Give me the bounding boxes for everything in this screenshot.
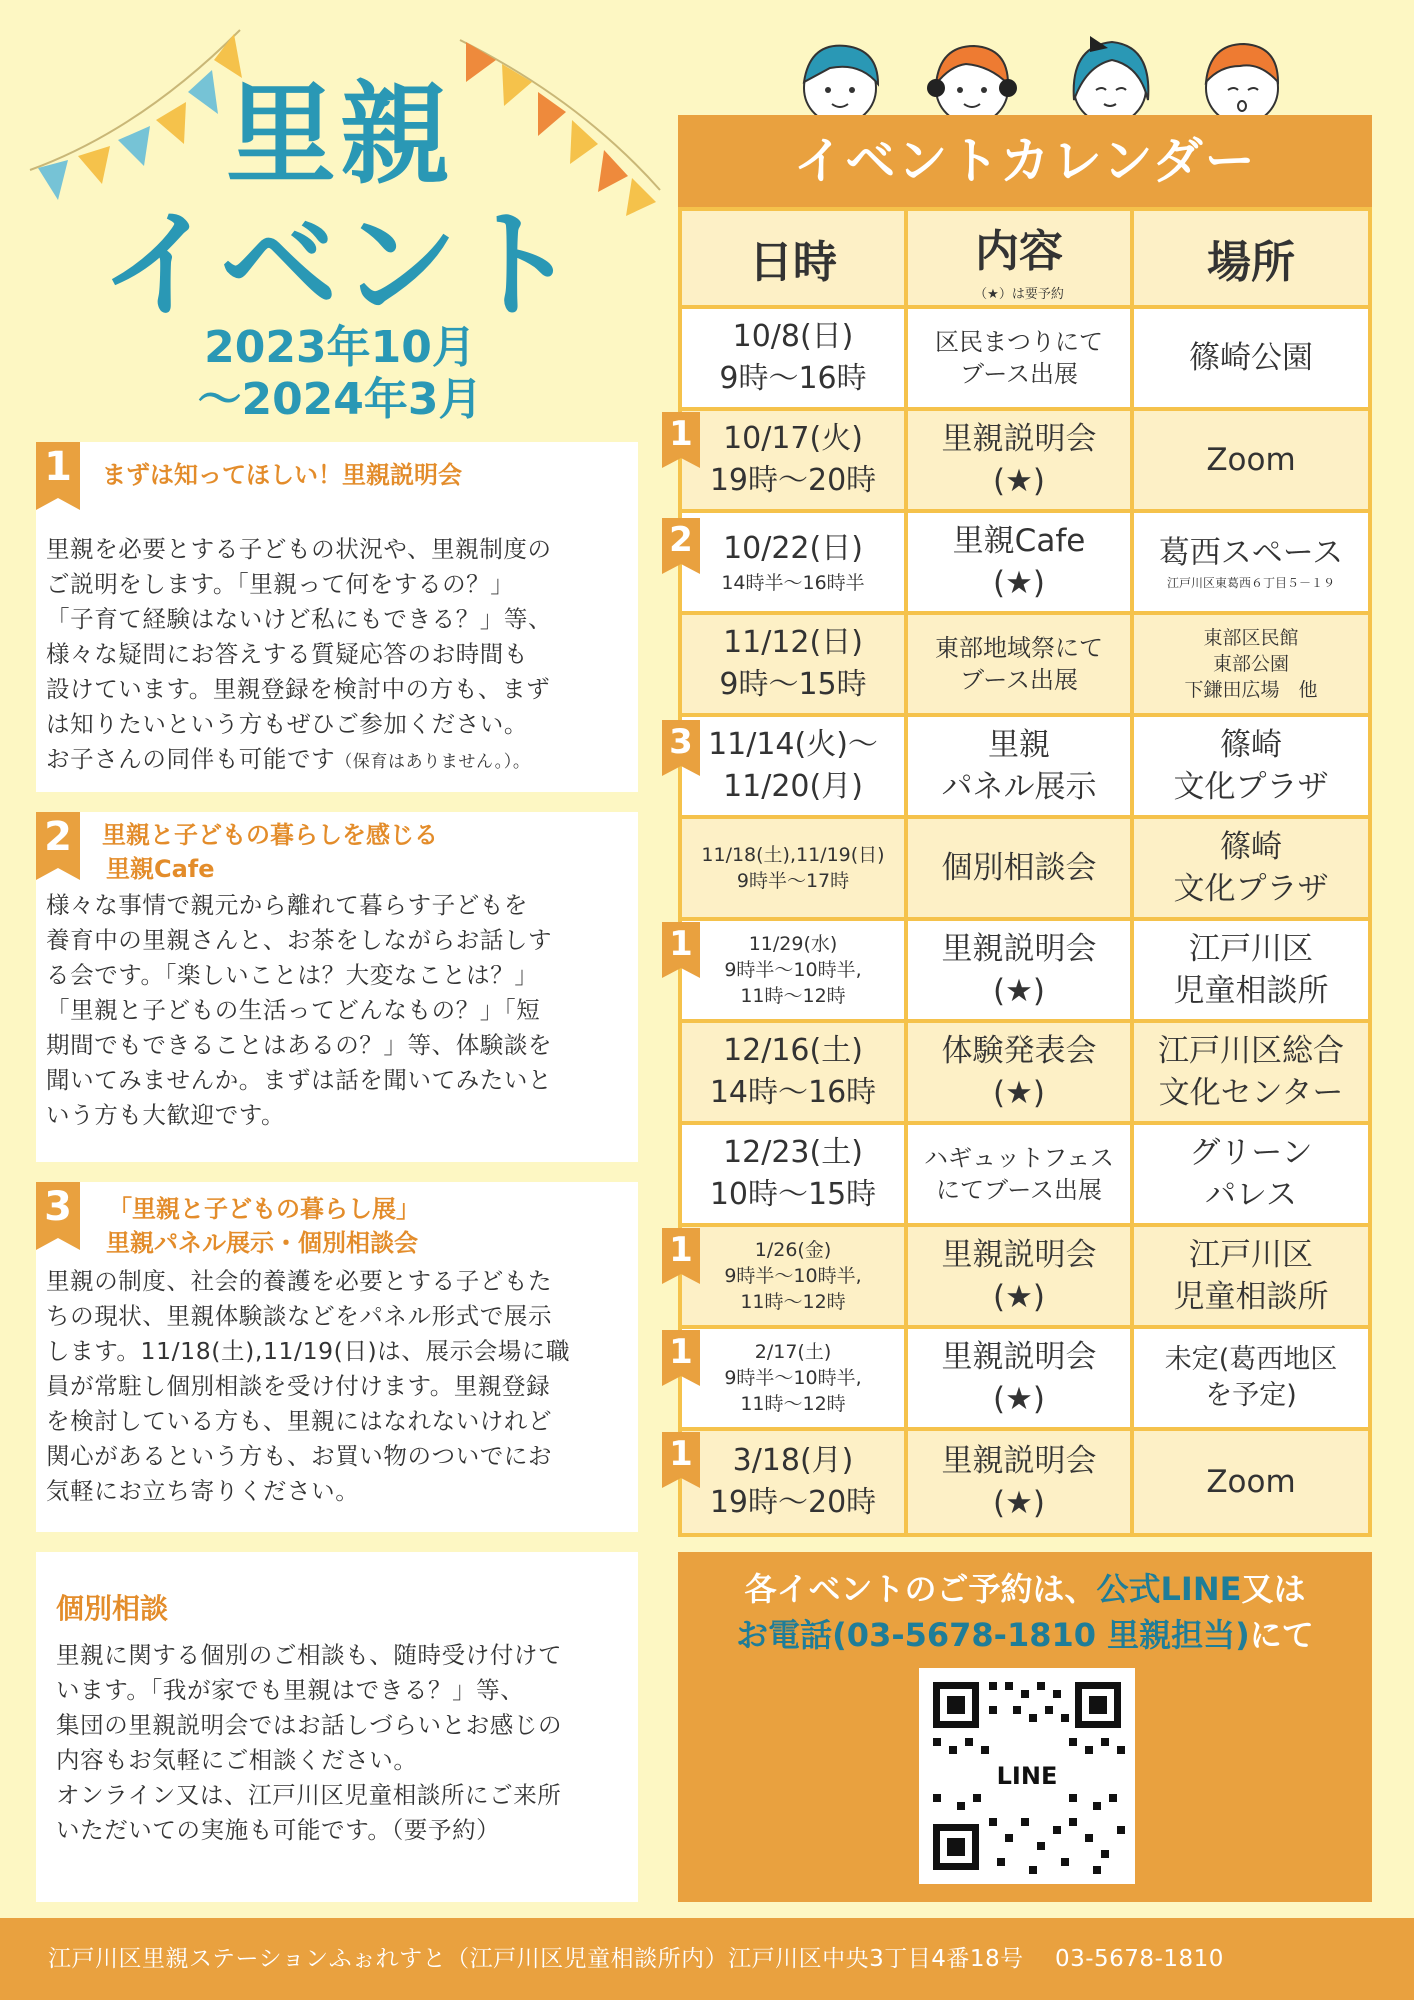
time-line: 11時～12時 [740,1291,846,1313]
line-official-link[interactable]: 公式LINE [1096,1570,1242,1608]
content-line: (★) [993,1485,1045,1521]
col-content-note: （★）は要予約 [974,286,1064,302]
reservation-text [678,1566,1372,1658]
calendar-tag: 3 [662,720,700,766]
consult-panel [36,1552,638,1902]
time-line: 9時半～10時半, [724,1367,862,1389]
place-line: 江戸川区 [1189,931,1313,967]
row-date [682,717,908,815]
date-line: 11/18(土),11/19(日) [701,844,885,866]
body-line: 様々な疑問にお答えする質疑応答のお時間も [46,640,528,668]
place-line: 文化プラザ [1173,871,1329,907]
row-date [682,1023,908,1121]
date-line: 11/20(月) [723,769,863,804]
row-place [1134,615,1368,713]
date-line: 10/8(日) [732,319,854,354]
period-line-1: 2023年10月 [204,322,476,373]
phone-number[interactable]: お電話(03-5678-1810 里親担当) [736,1616,1250,1654]
content-line: (★) [993,1279,1045,1315]
body-line: します。11/18(土),11/19(日)は、展示会場に職 [46,1337,571,1365]
calendar-tag: 2 [662,518,700,564]
section-2-heading [102,818,438,886]
row-content [908,819,1134,917]
col-place-header: 場所 [1134,211,1368,305]
body-line: 気軽にお立ち寄りください。 [46,1477,360,1505]
period-line-2: ～2024年3月 [197,374,483,425]
section-1-number: 1 [36,442,80,498]
section-3-panel [36,1182,638,1532]
body-line: 期間でもできることはあるの？」等、体験談を [46,1031,553,1059]
body-line [46,742,626,780]
reservation-line-1 [678,1566,1372,1612]
section-3-heading-2: 里親パネル展示・個別相談会 [106,1229,418,1257]
body-line: る会です。「楽しいことは？大変なことは？」 [46,961,539,989]
row-content [908,717,1134,815]
row-content [908,921,1134,1019]
body-line: は知りたいという方もぜひご参加ください。 [46,710,528,738]
place-line: 東部公園 [1212,653,1289,675]
place-line: 葛西スペース [1158,535,1344,571]
section-2-heading-2: 里親Cafe [106,855,215,883]
place-line: 東部区民館 [1203,627,1299,649]
reservation-line-2 [678,1612,1372,1658]
row-date [682,615,908,713]
row-place [1134,1227,1368,1325]
row-place [1134,1329,1368,1427]
row-place [1134,513,1368,611]
place-line: Zoom [1206,1464,1296,1500]
body-line: 設けています。里親登録を検討中の方も、まず [46,675,551,703]
title-line-2: イベント [99,196,580,334]
children-illustration [790,26,1310,126]
table-row [682,921,1368,1023]
body-line: いただいての実施も可能です。（要予約） [56,1816,501,1844]
row-date [682,1227,908,1325]
body-line: 里親を必要とする子どもの状況や、里親制度の [46,535,552,563]
row-place [1134,921,1368,1019]
table-row [682,513,1368,615]
row-date [682,1431,908,1533]
place-line: 児童相談所 [1173,973,1329,1009]
date-line: 11/14(火)～ [708,727,878,762]
table-row [682,1227,1368,1329]
row-place [1134,819,1368,917]
body-line: 聞いてみませんか。まずは話を聞いてみたいと [46,1066,553,1094]
event-calendar-table [678,207,1372,1537]
time-line: 9時半～10時半, [724,1265,862,1287]
section-2-body [46,888,626,1133]
table-row [682,819,1368,921]
content-line: 体験発表会 [941,1033,1097,1069]
time-line: 14時～16時 [709,1075,877,1110]
place-line: 下鎌田広場 他 [1184,679,1318,701]
date-line: 12/23(土) [723,1135,863,1170]
time-line: 11時～12時 [740,985,846,1007]
table-row [682,1023,1368,1125]
body-line: 様々な事情で親元から離れて暮らす子どもを [46,891,528,919]
row-date [682,513,908,611]
content-line: ハギュットフェス [923,1144,1115,1172]
place-line: 江戸川区 [1189,1237,1313,1273]
content-line: 里親Cafe [952,523,1086,559]
row-content [908,1125,1134,1223]
section-3-body [46,1264,626,1509]
calendar-title: イベントカレンダー [678,115,1372,207]
place-line: 未定(葛西地区 [1164,1344,1338,1375]
date-line: 10/22(日) [723,531,863,566]
body-last: お子さんの同伴も可能です [46,745,336,773]
section-3-heading-1: 「里親と子どもの暮らし展」 [108,1195,420,1223]
content-line: ブース出展 [959,360,1079,388]
date-line: 1/26(金) [754,1239,832,1261]
content-line: パネル展示 [941,769,1097,805]
date-line: 10/17(火) [723,421,863,456]
section-2-heading-1: 里親と子どもの暮らしを感じる [102,821,438,849]
section-1-panel [36,442,638,792]
place-note: 江戸川区東葛西６丁目５－１９ [1166,576,1335,590]
date-line: 3/18(月) [732,1443,854,1478]
row-content [908,1227,1134,1325]
row-content [908,1023,1134,1121]
row-place [1134,717,1368,815]
place-line: 江戸川区総合 [1158,1033,1344,1069]
row-content [908,1431,1134,1533]
content-line: ブース出展 [959,666,1079,694]
row-date [682,819,908,917]
calendar-tag: 1 [662,1432,700,1478]
calendar-tag: 1 [662,1228,700,1274]
content-line: 里親説明会 [941,1237,1097,1273]
section-2-number: 2 [36,812,80,868]
time-line: 9時半～10時半, [724,959,862,981]
body-line: ちの現状、里親体験談などをパネル形式で展示 [46,1302,553,1330]
content-line: (★) [993,463,1045,499]
body-line: います。「我が家でも里親はできる？」等、 [56,1676,525,1704]
place-line: 文化プラザ [1173,769,1329,805]
body-line: 関心があるという方も、お買い物のついでにお [46,1442,553,1470]
col-content-label: 内容 [975,225,1063,277]
body-line: 員が常駐し個別相談を受け付けます。里親登録 [46,1372,551,1400]
row-place [1134,1023,1368,1121]
row-place [1134,1431,1368,1533]
content-line: 東部地域祭にて [935,634,1103,662]
consult-body [56,1638,626,1848]
row-content [908,309,1134,407]
content-line: (★) [993,565,1045,601]
body-line: を検討している方も、里親にはなれないけれど [46,1407,553,1435]
calendar-tag: 1 [662,922,700,968]
calendar-header-row [682,211,1368,309]
reserve-text-part: 各イベントのご予約は、 [744,1570,1097,1608]
time-line: 11時～12時 [740,1393,846,1415]
row-place [1134,411,1368,509]
content-line: 里親 [988,727,1050,763]
title-line-1: 里親 [226,71,454,199]
place-line: 児童相談所 [1173,1279,1329,1315]
body-line: 養育中の里親さんと、お茶をしながらお話しす [46,926,553,954]
place-line: パレス [1204,1177,1298,1213]
body-line: 集団の里親説明会ではお話しづらいとお感じの [56,1711,563,1739]
table-row [682,309,1368,411]
body-last-note: （保育はありません。）。 [335,752,531,772]
row-date [682,411,908,509]
body-line: 「里親と子どもの生活ってどんなもの？」「短 [46,996,541,1024]
content-line: 里親説明会 [941,421,1097,457]
row-date [682,1329,908,1427]
table-row [682,615,1368,717]
row-place [1134,1125,1368,1223]
body-line: 里親に関する個別のご相談も、随時受け付けて [56,1641,563,1669]
place-line: Zoom [1206,442,1296,478]
table-row [682,1431,1368,1533]
content-line: にてブース出展 [935,1176,1103,1204]
place-line: 篠崎 [1220,829,1282,865]
time-line: 19時～20時 [709,1485,877,1520]
section-2-panel [36,812,638,1162]
body-line: 里親の制度、社会的養護を必要とする子どもた [46,1267,553,1295]
row-date [682,1125,908,1223]
section-3-heading [102,1192,420,1260]
time-line: 19時～20時 [709,463,877,498]
row-content [908,1329,1134,1427]
content-line: (★) [993,973,1045,1009]
date-line: 12/16(土) [723,1033,863,1068]
body-line: ご説明をします。「里親って何をするの？」 [46,570,515,598]
line-qr-code[interactable] [919,1668,1135,1884]
content-line: 里親説明会 [941,1443,1097,1479]
col-content-header [908,211,1134,305]
body-line: いう方も大歓迎です。 [46,1101,286,1129]
content-line: 里親説明会 [941,931,1097,967]
body-line: 内容もお気軽にご相談ください。 [56,1746,418,1774]
section-1-heading: まずは知ってほしい！里親説明会 [102,461,462,489]
date-line: 11/29(水) [748,933,838,955]
content-line: (★) [993,1075,1045,1111]
footer-address: 江戸川区里親ステーションふぉれすと（江戸川区児童相談所内）江戸川区中央3丁目4番18号 03-5678-1810 [0,1918,1414,2000]
time-line: 9時～16時 [719,361,867,396]
content-line: (★) [993,1381,1045,1417]
place-line: 文化センター [1158,1075,1344,1111]
reserve-text-part: 又は [1241,1570,1306,1608]
row-content [908,513,1134,611]
row-date [682,921,908,1019]
section-3-number: 3 [36,1182,80,1238]
col-date-header: 日時 [682,211,908,305]
time-line: 9時半～17時 [736,870,850,892]
row-date [682,309,908,407]
place-line: グリーン [1189,1135,1313,1171]
time-line: 14時半～16時半 [721,572,865,594]
qr-label: LINE [989,1758,1065,1794]
table-row [682,717,1368,819]
place-line: を予定) [1205,1380,1297,1411]
date-line: 2/17(土) [754,1341,832,1363]
period [60,322,620,426]
calendar-tag: 1 [662,412,700,458]
content-line: 里親説明会 [941,1339,1097,1375]
time-line: 9時～15時 [719,667,867,702]
content-line: 個別相談会 [941,850,1097,886]
row-content [908,411,1134,509]
time-line: 10時～15時 [709,1177,877,1212]
place-line: 篠崎公園 [1189,340,1313,376]
row-content [908,615,1134,713]
reserve-text-part: にて [1249,1616,1314,1654]
body-line: 「子育て経験はないけど私にもできる？」等、 [46,605,553,633]
table-row [682,1125,1368,1227]
calendar-tag: 1 [662,1330,700,1376]
date-line: 11/12(日) [723,625,863,660]
section-1-body [46,532,626,780]
table-row [682,411,1368,513]
content-line: 区民まつりにて [935,328,1103,356]
place-line: 篠崎 [1220,727,1282,763]
row-place [1134,309,1368,407]
table-row [682,1329,1368,1431]
reservation-box [678,1552,1372,1902]
body-line: オンライン又は、江戸川区児童相談所にご来所 [56,1781,562,1809]
consult-heading: 個別相談 [56,1592,169,1625]
